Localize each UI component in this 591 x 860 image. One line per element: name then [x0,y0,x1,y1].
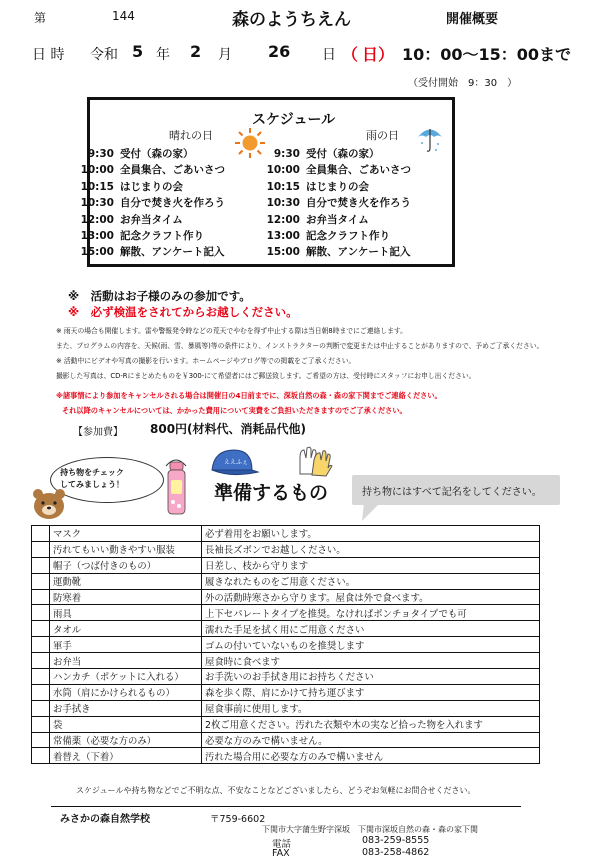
schedule-activity: 自分で焚き火を作ろう [120,197,225,210]
schedule-time: 9:30 [273,148,300,160]
checkbox-cell[interactable] [32,541,50,557]
schedule-time: 12:00 [266,213,300,226]
item-description: 日差し、枝から守ります [202,557,540,573]
date-label: 日 時 [32,47,65,63]
checkbox-cell[interactable] [32,748,50,764]
checkbox-cell[interactable] [32,621,50,637]
schedule-activity: 受付（森の家） [120,148,194,160]
checkbox-cell[interactable] [32,637,50,653]
checkbox-cell[interactable] [32,589,50,605]
water-bottle-icon [164,458,190,518]
schedule-row [80,228,204,243]
sun-icon [234,127,266,159]
item-name: 運動靴 [50,573,202,589]
item-name: お弁当 [50,653,202,669]
schedule-row [80,195,225,210]
schedule-time: 10:30 [80,197,114,210]
check-bubble-line2: してみましょう！ [60,480,124,489]
schedule-activity: 自分で焚き火を作ろう [306,197,411,210]
schedule-activity: お弁当タイム [120,213,183,226]
schedule-time: 15:00 [80,246,114,259]
schedule-row [80,146,194,161]
item-description: 外の活動時寒さから守ります。屋食は外で食べます。 [202,589,540,605]
table-row [32,653,540,669]
notice-program-change: また、プログラムの内容を、天候(雨、雪、暴風等)等の条件により、インストラクターの判断で変更または中止することがありますので、予めご了承ください。 [56,342,544,350]
checkbox-cell[interactable] [32,732,50,748]
schedule-row [80,212,183,227]
item-description: 長袖長ズボンでお越しください。 [202,541,540,557]
item-name: 雨具 [50,605,202,621]
schedule-time: 13:00 [266,230,300,242]
fee-label: 【参加費】 [73,427,123,438]
checkbox-cell[interactable] [32,684,50,700]
item-description: 屋食時に食べます [202,653,540,669]
check-bubble-line1: 持ち物をチェック [60,468,124,477]
item-description: 屋食事前に使用します。 [202,700,540,716]
item-description: 汚れた場合用に必要な方のみで構いません [202,748,540,764]
item-description: 上下セパレートタイプを推奨。なければポンチョタイプでも可 [202,605,540,621]
item-name: 袋 [50,716,202,732]
item-name: お手拭き [50,700,202,716]
schedule-time: 10:00 [266,164,300,177]
zip-code: 〒759-6602 [210,814,266,825]
schedule-time: 13:00 [80,230,114,242]
fax-number: 083-258-4862 [362,847,430,858]
item-description: 2枚ご用意ください。汚れた衣類や木の実など拾った物を入れます [202,716,540,732]
date-month: 2 [190,42,202,61]
schedule-time: 10:30 [266,197,300,210]
item-description: ゴムの付いていないものを推奨します [202,637,540,653]
bubble-tail [360,503,380,523]
schedule-activity: 解散、アンケート記入 [306,246,411,259]
table-row [32,621,540,637]
umbrella-icon [416,124,444,154]
notice-photos: ※ 活動中にビデオや写真の撮影を行います。ホームページやブログ等での掲載をご了承ください。 [56,357,356,365]
issue-label: 第 [34,11,47,25]
date-year-unit: 年 [156,47,170,63]
item-description: 必ず着用をお願いします。 [202,526,540,542]
checkbox-cell[interactable] [32,573,50,589]
schedule-row [266,179,369,194]
schedule-row [266,244,410,259]
item-description: 濡れた手足を拭く用にご用意ください [202,621,540,637]
item-name: 着替え（下着） [50,748,202,764]
notice-rain: ※ 雨天の場合も開催します。雷や警報発令時などの荒天でやむを得ず中止する際は当日朝8時までにご連絡します。 [56,327,407,335]
weekday: 日 [362,45,379,64]
item-description: 必要な方のみで構いません。 [202,732,540,748]
tel-number: 083-259-8555 [362,835,430,846]
table-row [32,748,540,764]
item-name: 防寒着 [50,589,202,605]
gloves-icon [296,444,334,478]
item-name: 汚れてもいい動きやすい服装 [50,541,202,557]
notice-cancel-fee: それ以降のキャンセルについては、かかった費用について実費をご負担いただきますのでご了承ください。 [62,406,407,415]
items-table [31,525,540,764]
schedule-activity: 全員集合、ごあいさつ [120,164,225,177]
schedule-activity: 受付（森の家） [306,148,380,160]
weekday-close: ） [378,45,395,64]
date-month-unit: 月 [218,47,232,63]
table-row [32,589,540,605]
schedule-row [266,212,369,227]
item-name: 水筒（肩にかけられるもの） [50,684,202,700]
schedule-row [80,244,224,259]
fax-label: FAX [272,848,290,859]
date-day: 26 [268,42,291,61]
tel-label: 電話 [272,839,292,850]
item-name: 常備薬（必要な方のみ） [50,732,202,748]
schedule-activity: 全員集合、ごあいさつ [306,164,411,177]
checkbox-cell[interactable] [32,605,50,621]
schedule-row [80,179,183,194]
schedule-time: 10:00 [80,164,114,177]
date-year: 5 [132,42,144,61]
table-row [32,732,540,748]
schedule-row [80,162,225,177]
weekday-open: （ [342,45,359,64]
overview-label: 開催概要 [446,12,499,27]
table-row [32,669,540,685]
table-row [32,716,540,732]
schedule-time: 10:15 [266,180,300,193]
school-name: みさかの森自然学校 [60,814,150,825]
schedule-time: 9:30 [87,148,114,160]
checkbox-cell[interactable] [32,716,50,732]
table-row [32,684,540,700]
date-day-unit: 日 [322,47,336,63]
cap-text: ええふぇ [224,459,249,466]
checkbox-cell[interactable] [32,526,50,542]
schedule-time: 15:00 [266,246,300,259]
schedule-row [266,195,411,210]
table-row [32,700,540,716]
schedule-activity: お弁当タイム [306,213,369,226]
schedule-time: 12:00 [80,213,114,226]
notice-temperature: ※ 必ず検温をされてからお越しください。 [68,305,298,319]
table-row [32,605,540,621]
schedule-activity: 記念クラフト作り [120,230,204,242]
table-row [32,526,540,542]
event-time: 10：00〜15：00まで [402,45,572,64]
checkbox-cell[interactable] [32,557,50,573]
schedule-activity: はじまりの会 [306,180,369,193]
item-name: マスク [50,526,202,542]
item-name: 軍手 [50,637,202,653]
notice-children-only: ※ 活動はお子様のみの参加です。 [68,289,251,303]
checkbox-cell[interactable] [32,669,50,685]
schedule-activity: 記念クラフト作り [306,230,390,242]
schedule-row [266,146,380,161]
item-name: 帽子（つば付きのもの） [50,557,202,573]
reception-time: （受付開始 9：30 ） [408,78,518,89]
schedule-row [266,162,411,177]
preparation-title: 準備するもの [214,482,329,504]
notice-cd: 撮影した写真は、CD-Rにまとめたものを￥300-にて希望者にはご郵送致します。ご希望の方は、受付時にスタッフにお申し出ください。 [56,372,476,380]
fee-value: 800円(材料代、消耗品代他) [150,422,307,436]
date-era: 令和 [90,47,118,63]
address: 下関市大字蒲生野字深坂 下関市深坂自然の森・森の家下関 [262,825,478,834]
schedule-title: スケジュール [252,112,336,128]
schedule-activity: 解散、アンケート記入 [120,246,225,259]
label-note-text: 持ち物にはすべて記名をしてください。 [362,487,542,498]
notice-cancel: ※諸事情により参加をキャンセルされる場合は開催日の4日前までに、深坂自然の森・森の家下関までご連絡ください。 [56,391,442,400]
cap-icon [208,448,260,480]
item-description: お手洗いのお手拭き用にお持ちください [202,669,540,685]
footer-note: スケジュールや持ち物などでご不明な点、不安なことなどございましたら、どうぞお気軽にお問合せください。 [76,786,476,795]
item-name: ハンカチ（ポケットに入れる） [50,669,202,685]
item-description: 森を歩く際、肩にかけて持ち運びます [202,684,540,700]
issue-number: 144 [112,9,135,23]
item-name: タオル [50,621,202,637]
sunny-day-label: 晴れの日 [169,129,213,142]
check-bubble-text [60,467,124,491]
schedule-activity: はじまりの会 [120,180,183,193]
footer-divider [51,806,521,807]
rainy-day-label: 雨の日 [366,129,399,142]
bear-icon [31,487,67,521]
checkbox-cell[interactable] [32,700,50,716]
checkbox-cell[interactable] [32,653,50,669]
schedule-time: 10:15 [80,180,114,193]
table-row [32,637,540,653]
table-row [32,541,540,557]
item-description: 履きなれたものをご用意ください。 [202,573,540,589]
page-title: 森のようちえん [232,10,351,30]
schedule-row [266,228,390,243]
table-row [32,573,540,589]
table-row [32,557,540,573]
